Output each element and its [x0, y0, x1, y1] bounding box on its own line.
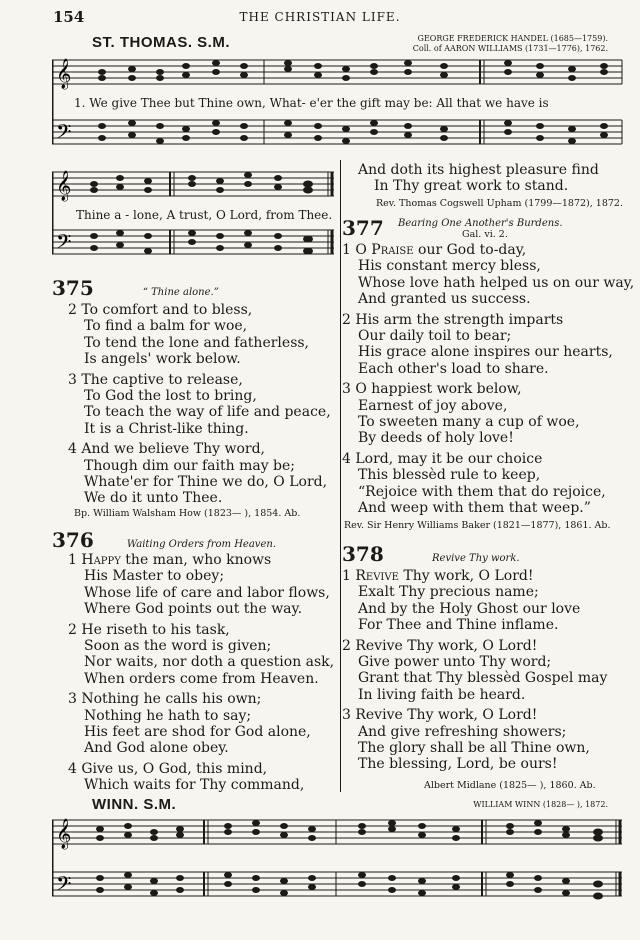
- verse-line: Our daily toil to bear;: [358, 328, 512, 345]
- hymn-376-attribution: Rev. Thomas Cogswell Upham (1799—1872), 1872.: [376, 198, 623, 209]
- hymn-number: 375: [52, 276, 94, 300]
- verse-line: And doth its highest pleasure find: [358, 162, 599, 178]
- verse-line: Is angels' work below.: [84, 351, 241, 368]
- treble-clef-icon: 𝄞: [56, 819, 72, 849]
- verse-line-rest: Thy work, O Lord!: [398, 568, 534, 584]
- verse-line: And weep with them that weep.”: [358, 500, 591, 517]
- stanza-3: [342, 707, 632, 773]
- verse-line: By deeds of holy love!: [358, 430, 514, 447]
- hymn-376-text: [68, 552, 338, 794]
- collector: Coll. of AARON WILLIAMS (1731—1776), 1762.: [412, 44, 608, 53]
- stanza-3: [342, 381, 632, 447]
- verse-line: His feet are shod for God alone,: [84, 724, 311, 741]
- treble-clef-icon: 𝄞: [56, 59, 72, 89]
- verse-line: 3 O happiest work below,: [342, 381, 522, 398]
- bass-clef-icon: 𝄢: [56, 872, 72, 900]
- verse-line: To teach the way of life and peace,: [84, 404, 331, 421]
- verse-line: To tend the lone and fatherless,: [84, 334, 310, 351]
- verse-line: His Master to obey;: [84, 568, 225, 585]
- music-score-winn: [52, 812, 624, 928]
- stanza-2: [68, 622, 338, 688]
- hymn-378-number: 378: [342, 542, 384, 566]
- verse-line: 4 Lord, may it be our choice: [342, 450, 543, 467]
- hymn-377-caption: Bearing One Another's Burdens.: [398, 218, 563, 229]
- verse-line: And give refreshing showers;: [358, 723, 567, 740]
- hymn-378-text: [342, 568, 632, 773]
- verse-line: And by the Holy Ghost our love: [358, 600, 581, 617]
- verse-line: For Thee and Thine inflame.: [358, 617, 559, 634]
- hymn-378-attribution: Albert Midlane (1825— ), 1860. Ab.: [424, 780, 596, 791]
- verse-line: Exalt Thy precious name;: [358, 584, 539, 601]
- verse-line: Earnest of joy above,: [358, 397, 508, 414]
- verse-line: Which waits for Thy command,: [84, 777, 305, 794]
- page-number: 154: [53, 8, 85, 26]
- verse-line: Nor waits, nor doth a question ask,: [84, 654, 335, 671]
- verse-line: Whose love hath helped us on our way,: [358, 274, 635, 291]
- hymn-377-attribution: Rev. Sir Henry Williams Baker (1821—1877), 1861. Ab.: [344, 520, 611, 531]
- hymn-375-attribution: Bp. William Walsham How (1823— ), 1854. Ab.: [74, 508, 301, 519]
- tune-credit-winn: WILLIAM WINN (1828— ), 1872.: [473, 800, 608, 809]
- verse-line: 4 And we believe Thy word,: [68, 441, 265, 458]
- hymn-caption: Waiting Orders from Heaven.: [126, 539, 276, 550]
- drop-word: Revive: [355, 568, 399, 584]
- verse-line: In Thy great work to stand.: [374, 178, 569, 195]
- verse-line: 3 The captive to release,: [68, 371, 243, 388]
- verse-line: And God alone obey.: [84, 740, 229, 757]
- verse-line: The glory shall be all Thine own,: [358, 740, 590, 757]
- stanza-4: [68, 441, 338, 507]
- stanza-2: [68, 302, 338, 368]
- verse-line: Whate'er for Thine we do, O Lord,: [84, 474, 328, 491]
- verse-line: To find a balm for woe,: [84, 318, 248, 335]
- composer: GEORGE FREDERICK HANDEL (1685—1759).: [417, 34, 608, 43]
- hymn-376-continued: [358, 162, 628, 195]
- verse-line: His constant mercy bless,: [358, 258, 541, 275]
- hymn-caption: “ Thine alone.”: [142, 287, 219, 298]
- tune-name-winn: WINN. S.M.: [92, 796, 177, 813]
- lyric-line-st-thomas-1: 1. We give Thee but Thine own, What- e'er the gift may be: All that we have is: [74, 96, 549, 110]
- verse-line: Nothing he hath to say;: [84, 707, 252, 724]
- verse-line: “Rejoice with them that do rejoice,: [358, 483, 606, 500]
- stanza-4: [68, 761, 338, 794]
- verse-line: 1 Revive Thy work, O Lord!: [342, 568, 534, 584]
- stanza-1: [68, 552, 338, 618]
- stanza-1: [342, 242, 635, 308]
- verse-line: This blessèd rule to keep,: [358, 467, 541, 484]
- verse-line: And granted us success.: [358, 291, 531, 308]
- verse-line: In living faith be heard.: [358, 686, 526, 703]
- tune-credit-st-thomas: [413, 34, 608, 54]
- verse-line: Where God points out the way.: [84, 601, 303, 618]
- verse-line: Give power unto Thy word;: [358, 654, 552, 671]
- verse-line: 2 His arm the strength imparts: [342, 311, 564, 328]
- verse-line-rest: the man, who knows: [120, 552, 272, 568]
- verse-line: His grace alone inspires our hearts,: [358, 344, 613, 361]
- verse-line-rest: our God to-day,: [413, 242, 527, 258]
- hymn-377-number: 377: [342, 216, 384, 240]
- verse-line: 1 Happy the man, who knows: [68, 552, 272, 568]
- verse-prefix: 1 O: [342, 242, 372, 258]
- hymn-377-text: [342, 242, 635, 517]
- verse-line: Each other's load to share.: [358, 360, 549, 377]
- stanza-3: [68, 691, 338, 757]
- verse-line: The blessing, Lord, be ours!: [358, 756, 558, 773]
- hymn-376: [52, 528, 334, 552]
- verse-line: Soon as the word is given;: [84, 638, 272, 655]
- verse-line: 3 Nothing he calls his own;: [68, 691, 262, 708]
- verse-line: To sweeten many a cup of woe,: [358, 414, 580, 431]
- running-title: THE CHRISTIAN LIFE.: [239, 10, 401, 24]
- verse-line: 4 Give us, O God, this mind,: [68, 760, 268, 777]
- drop-word: Praise: [371, 242, 414, 258]
- stanza-2: [342, 312, 632, 378]
- bass-clef-icon: 𝄢: [56, 230, 72, 258]
- verse-line: [342, 242, 632, 258]
- verse-line: To God the lost to bring,: [84, 388, 257, 405]
- hymn-378-caption: Revive Thy work.: [432, 553, 520, 564]
- hymn-375-text: [68, 302, 338, 507]
- stanza-2: [342, 638, 632, 704]
- stanza-4: [342, 451, 632, 517]
- hymn-number: 376: [52, 528, 94, 552]
- stanza-3: [68, 372, 338, 438]
- hymn-377-scripture: Gal. vi. 2.: [462, 229, 508, 240]
- stanza-1: [342, 568, 632, 634]
- verse-line: 3 Revive Thy work, O Lord!: [342, 707, 538, 724]
- lyric-line-st-thomas-2: Thine a - lone, A trust, O Lord, from Thee.: [76, 208, 333, 222]
- treble-clef-icon: 𝄞: [56, 171, 72, 201]
- verse-line: When orders come from Heaven.: [84, 670, 319, 687]
- verse-line: Whose life of care and labor flows,: [84, 584, 330, 601]
- verse-line: 2 He riseth to his task,: [68, 621, 230, 638]
- verse-line: It is a Christ-like thing.: [84, 420, 249, 437]
- drop-word: Happy: [81, 552, 121, 568]
- verse-line: Grant that Thy blessèd Gospel may: [358, 670, 608, 687]
- bass-clef-icon: 𝄢: [56, 120, 72, 148]
- verse-line: 2 To comfort and to bless,: [68, 302, 253, 318]
- column-divider: [340, 160, 341, 792]
- verse-line: 2 Revive Thy work, O Lord!: [342, 637, 538, 654]
- hymn-375: [52, 276, 334, 300]
- verse-line: Though dim our faith may be;: [84, 457, 296, 474]
- tune-name-st-thomas: ST. THOMAS. S.M.: [92, 34, 231, 51]
- verse-line: We do it unto Thee.: [84, 490, 223, 507]
